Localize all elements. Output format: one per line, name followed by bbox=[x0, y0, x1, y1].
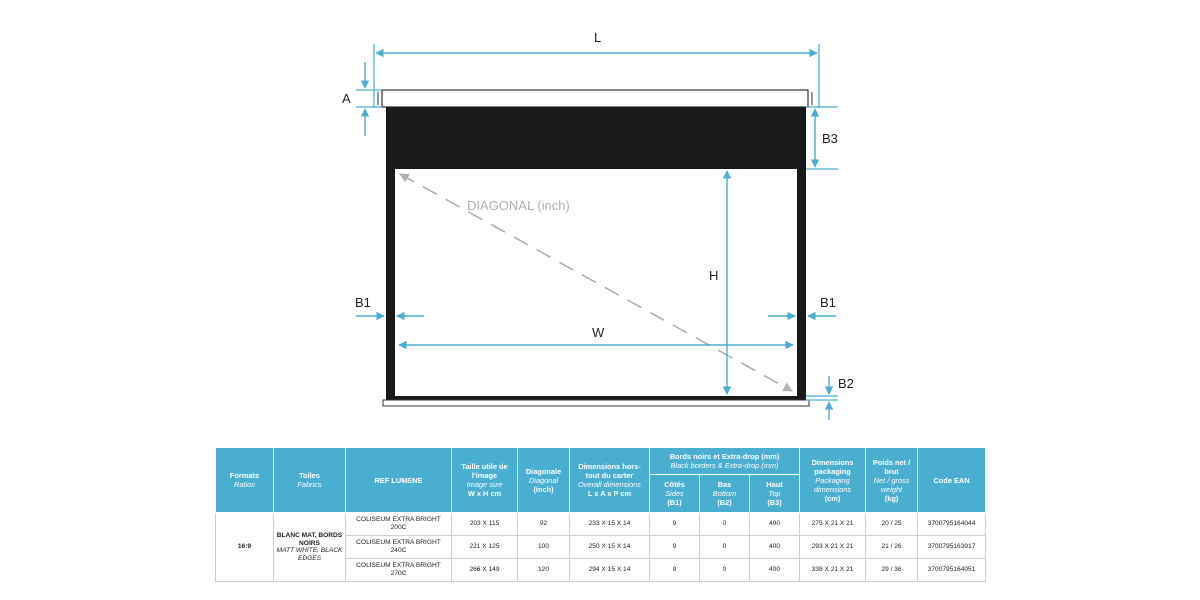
b3-cell: 400 bbox=[750, 536, 800, 559]
header-ref: REF LUMENE bbox=[346, 448, 452, 513]
ref-cell: COLISEUM EXTRA BRIGHT 240C bbox=[346, 536, 452, 559]
table-row bbox=[216, 513, 986, 536]
size-cell: 203 X 115 bbox=[452, 513, 518, 536]
pack-cell: 293 X 21 X 21 bbox=[800, 536, 866, 559]
w-label: W bbox=[592, 325, 605, 340]
format-cell: 16:9 bbox=[216, 513, 274, 582]
spec-table bbox=[215, 447, 986, 582]
b1-right-label: B1 bbox=[820, 295, 836, 310]
pack-cell: 338 X 21 X 21 bbox=[800, 559, 866, 582]
black-right-border bbox=[797, 169, 806, 399]
screen-casing bbox=[382, 90, 808, 107]
b2-cell: 0 bbox=[700, 513, 750, 536]
b1-cell: 9 bbox=[650, 513, 700, 536]
b2-cell: 0 bbox=[700, 536, 750, 559]
ean-cell: 3700795164044 bbox=[918, 513, 986, 536]
a-label: A bbox=[342, 91, 351, 106]
weight-cell: 21 / 26 bbox=[866, 536, 918, 559]
bottom-bar bbox=[383, 400, 809, 406]
ean-cell: 3700795164051 bbox=[918, 559, 986, 582]
header-bords: Bords noirs et Extra-drop (mm) Black borders & Extra-drop (mm) bbox=[650, 448, 800, 475]
size-cell: 221 X 125 bbox=[452, 536, 518, 559]
pack-cell: 275 X 21 X 21 bbox=[800, 513, 866, 536]
ean-cell: 3700795163917 bbox=[918, 536, 986, 559]
diag-cell: 100 bbox=[518, 536, 570, 559]
header-dimensions: Dimensions hors-tout du carter Overall dimensions L x A x P cm bbox=[570, 448, 650, 513]
header-ean: Code EAN bbox=[918, 448, 986, 513]
b2-cell: 0 bbox=[700, 559, 750, 582]
b1-cell: 9 bbox=[650, 536, 700, 559]
header-packaging: Dimensions packaging Packaging dimensions (cm) bbox=[800, 448, 866, 513]
image-area bbox=[395, 169, 797, 396]
h-label: H bbox=[709, 268, 719, 283]
dims-cell: 250 X 15 X 14 bbox=[570, 536, 650, 559]
ref-cell: COLISEUM EXTRA BRIGHT 200C bbox=[346, 513, 452, 536]
black-top-border bbox=[386, 107, 806, 169]
header-toiles: Toiles Fabrics bbox=[274, 448, 346, 513]
l-label: L bbox=[594, 30, 602, 45]
header-haut: Haut Top (B3) bbox=[750, 475, 800, 513]
diagonal-label: DIAGONAL (inch) bbox=[467, 198, 570, 213]
header-formats: Formats Ratios bbox=[216, 448, 274, 513]
black-left-border bbox=[386, 169, 395, 399]
black-bottom-border bbox=[386, 396, 806, 400]
b3-cell: 400 bbox=[750, 559, 800, 582]
header-bas: Bas Bottom (B2) bbox=[700, 475, 750, 513]
b1-left-label: B1 bbox=[355, 295, 371, 310]
b2-label: B2 bbox=[838, 376, 854, 391]
header-taille: Taille utile de l'image Image size W x H cm bbox=[452, 448, 518, 513]
header-poids: Poids net / brut Net / gross weight (kg) bbox=[866, 448, 918, 513]
dims-cell: 233 X 15 X 14 bbox=[570, 513, 650, 536]
ref-cell: COLISEUM EXTRA BRIGHT 270C bbox=[346, 559, 452, 582]
b1-cell: 9 bbox=[650, 559, 700, 582]
dims-cell: 294 X 15 X 14 bbox=[570, 559, 650, 582]
size-cell: 266 X 149 bbox=[452, 559, 518, 582]
weight-cell: 20 / 25 bbox=[866, 513, 918, 536]
table-header-row bbox=[216, 448, 986, 475]
b3-cell: 400 bbox=[750, 513, 800, 536]
fabric-cell: BLANC MAT, BORDS NOIRS MATT WHITE, BLACK EDGES bbox=[274, 513, 346, 582]
header-cotes: Côtés Sides (B1) bbox=[650, 475, 700, 513]
weight-cell: 29 / 36 bbox=[866, 559, 918, 582]
diag-cell: 92 bbox=[518, 513, 570, 536]
b3-label: B3 bbox=[822, 131, 838, 146]
diag-cell: 120 bbox=[518, 559, 570, 582]
header-diagonale: Diagonale Diagonal (inch) bbox=[518, 448, 570, 513]
